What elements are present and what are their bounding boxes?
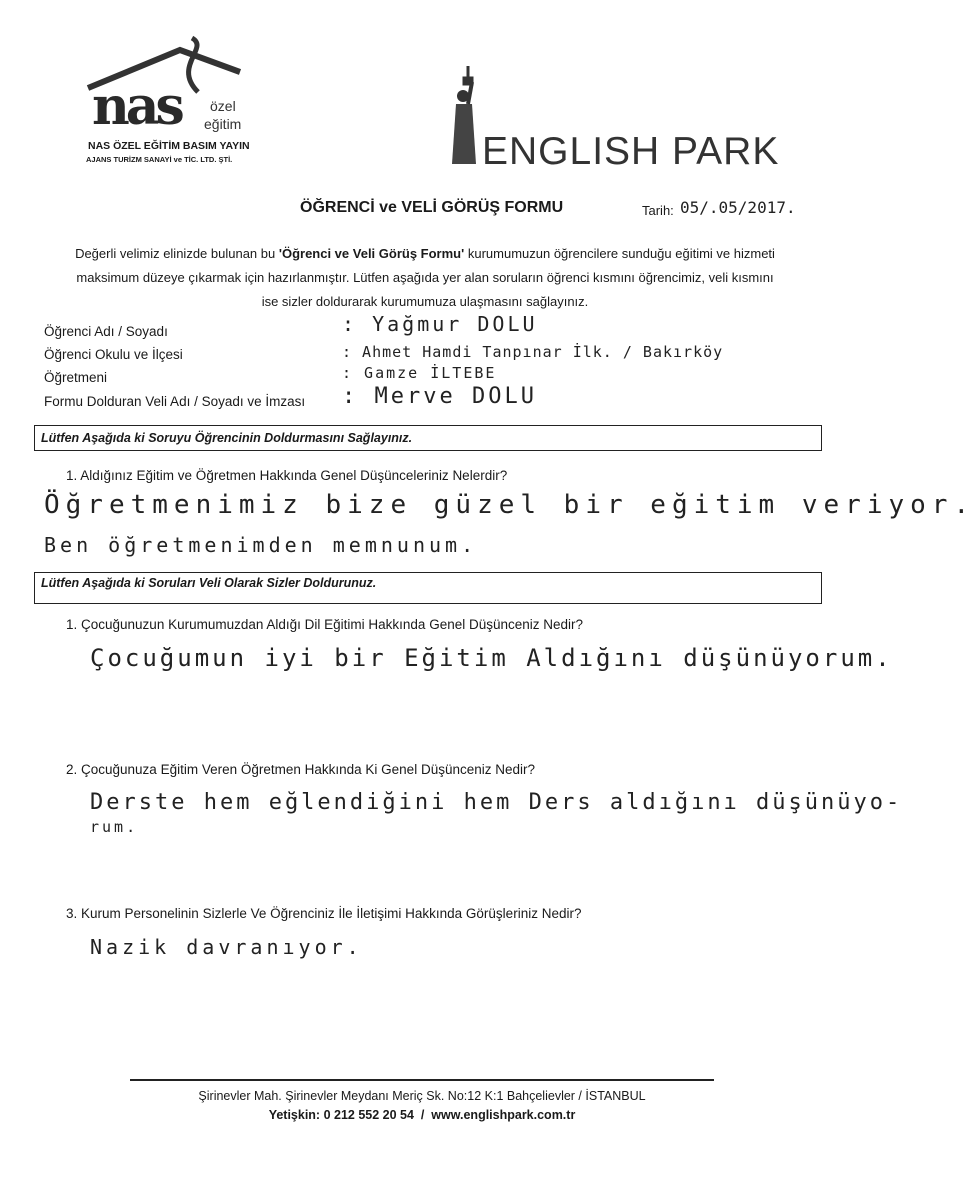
nas-logo-egitim: eğitim [204, 116, 242, 132]
field-label: Öğrenci Okulu ve İlçesi [44, 347, 183, 362]
field-value: : Merve DOLU [342, 384, 537, 409]
nas-logo [80, 36, 280, 176]
field-label: Formu Dolduran Veli Adı / Soyadı ve İmzası [44, 394, 306, 409]
form-title: ÖĞRENCİ ve VELİ GÖRÜŞ FORMU [300, 199, 564, 216]
student-question-1: 1. Aldığınız Eğitim ve Öğretmen Hakkında Genel Düşünceleriniz Nelerdir? [66, 468, 508, 483]
parent-answer-1: Çocuğumun iyi bir Eğitim Aldığını düşünüyorum. [90, 644, 893, 672]
intro-line-1: Değerli velimiz elinizde bulunan bu 'Öğrenci ve Veli Görüş Formu' kurumumuzun öğrencilere sunduğu eğitimi ve hizmeti [75, 246, 775, 261]
nas-logo-line2: AJANS TURİZM SANAYİ ve TİC. LTD. ŞTİ. [86, 155, 233, 164]
nas-logo-line1: NAS ÖZEL EĞİTİM BASIM YAYIN [88, 140, 250, 152]
english-park-logo [430, 64, 790, 174]
nas-logo-ozel: özel [210, 98, 236, 114]
student-section-heading-box [34, 425, 822, 451]
english-park-brand: ENGLISH PARK [482, 130, 780, 173]
parent-question-3: 3. Kurum Personelinin Sizlerle Ve Öğrenciniz İle İletişimi Hakkında Görüşleriniz Nedir? [66, 906, 582, 921]
student-answer-1-line-2: Ben öğretmenimden memnunum. [44, 533, 478, 557]
parent-section-heading: Lütfen Aşağıda ki Soruları Veli Olarak Sizler Doldurunuz. [41, 576, 377, 590]
footer-contact: Yetişkin: 0 212 552 20 54 / www.englishpark.com.tr [268, 1108, 576, 1122]
nas-logo-word: nas [92, 76, 181, 137]
parent-question-2: 2. Çocuğunuza Eğitim Veren Öğretmen Hakkında Ki Genel Düşünceniz Nedir? [66, 762, 535, 777]
student-section-heading: Lütfen Aşağıda ki Soruyu Öğrencinin Doldurmasını Sağlayınız. [41, 431, 413, 445]
field-label: Öğretmeni [44, 370, 108, 385]
footer-address: Şirinevler Mah. Şirinevler Meydanı Meriç Sk. No:12 K:1 Bahçelievler / İSTANBUL [198, 1089, 646, 1103]
field-student-name [44, 312, 824, 344]
parent-answer-2-line-2: rum. [90, 818, 139, 836]
intro-paragraph [40, 242, 810, 314]
intro-line-3: ise sizler doldurarak kurumumuza ulaşmasını sağlayınız. [261, 294, 589, 309]
statue-of-liberty-icon [438, 64, 488, 174]
parent-question-1: 1. Çocuğunuzun Kurumumuzdan Aldığı Dil Eğitimi Hakkında Genel Düşünceniz Nedir? [66, 617, 584, 632]
date-value: 05/.05/2017. [680, 198, 796, 217]
date-label: Tarih: [642, 203, 674, 218]
parent-answer-3: Nazik davranıyor. [90, 935, 363, 959]
parent-answer-2-line-1: Derste hem eğlendiğini hem Ders aldığını düşünüyo- [90, 790, 903, 815]
field-parent [44, 384, 824, 416]
intro-line-2: maksimum düzeye çıkarmak için hazırlanmıştır. Lütfen aşağıda yer alan soruların öğrenci kısmını öğrencimiz, veli kısmını [76, 270, 774, 285]
footer-divider [130, 1079, 714, 1081]
field-label: Öğrenci Adı / Soyadı [44, 324, 168, 339]
field-value: : Ahmet Hamdi Tanpınar İlk. / Bakırköy [342, 343, 724, 361]
parent-section-heading-box [34, 572, 822, 604]
student-answer-1-line-1: Öğretmenimiz bize güzel bir eğitim veriyor. [44, 490, 975, 520]
field-value: : Gamze İLTEBE [342, 364, 497, 382]
field-value: : Yağmur DOLU [342, 312, 538, 336]
